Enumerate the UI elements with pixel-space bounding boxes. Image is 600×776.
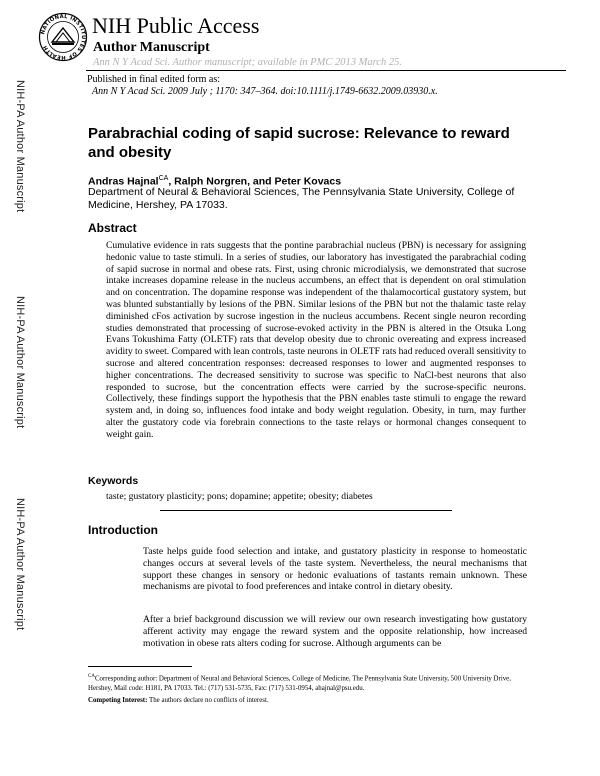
article-title: Parabrachial coding of sapid sucrose: Relevance to reward and obesity bbox=[88, 125, 510, 161]
keywords-text: taste; gustatory plasticity; pons; dopamine; appetite; obesity; diabetes bbox=[106, 491, 373, 502]
introduction-heading: Introduction bbox=[88, 523, 158, 537]
keywords-rule bbox=[160, 510, 452, 511]
side-label: NIH-PA Author Manuscript bbox=[14, 80, 26, 213]
corresponding-mark: CA bbox=[158, 175, 169, 182]
footnote-rule bbox=[88, 666, 192, 667]
corresponding-mark: CA bbox=[88, 674, 95, 679]
svg-text:NATIONAL INSTITUTES OF HEALTH: NATIONAL INSTITUTES OF HEALTH bbox=[40, 13, 87, 61]
availability-status: Ann N Y Acad Sci. Author manuscript; available in PMC 2013 March 25. bbox=[93, 57, 402, 68]
side-label: NIH-PA Author Manuscript bbox=[14, 296, 26, 429]
corresponding-author-footnote bbox=[88, 672, 528, 693]
competing-interest-label: Competing Interest: bbox=[88, 697, 148, 704]
corresponding-author-text: Corresponding author: Department of Neural and Behavioral Sciences, College of Medicine, The Pennsylvania State University, 500 University Drive, Hershey, Mail code: H181, PA 17033. Tel.: (717) 531-5735, Fax: (717) 531-0954, ahajnal@psu.edu. bbox=[88, 675, 511, 692]
keywords-heading: Keywords bbox=[88, 475, 139, 487]
published-note: Published in final edited form as: bbox=[87, 74, 221, 85]
affiliation: Department of Neural & Behavioral Sciences, The Pennsylvania State University, College of Medicine, Hershey, PA 17033. bbox=[88, 186, 515, 211]
introduction-paragraph: Taste helps guide food selection and intake, and gustatory plasticity in response to homeostatic changes occurs at several levels of the taste system. Nevertheless, the neural mechanisms that support these changes in sensory or hedonic evaluations of tastants remain unknown. These mechanisms are pivotal to food preferences and intake control in dietary obesity. bbox=[143, 546, 527, 593]
author-manuscript-subtitle: Author Manuscript bbox=[93, 40, 210, 55]
header-rule bbox=[86, 70, 566, 71]
author-name: Andras Hajnal bbox=[88, 175, 159, 188]
side-label: NIH-PA Author Manuscript bbox=[14, 498, 26, 631]
abstract-heading: Abstract bbox=[88, 221, 137, 235]
nih-seal-logo bbox=[38, 12, 88, 62]
citation-line bbox=[92, 86, 438, 98]
author-names-rest: , Ralph Norgren, and Peter Kovacs bbox=[168, 175, 342, 188]
abstract-text: Cumulative evidence in rats suggests that the pontine parabrachial nucleus (PBN) is necessary for assigning hedonic value to taste stimuli. In a series of studies, our laboratory has investigated the parabrachial coding of sapid sucrose in normal and obese rats. First, using chronic microdialysis, we demonstrated that sucrose intake increases dopamine release in the nucleus accumbens, an effect that is dependent on oral stimulation and on concentration. The dopamine response was independent of the thalamocortical gustatory system, but was blunted substantially by lesions of the PBN. Similar lesions of the PBN but not the thalamic taste relay diminished cFos activation by sucrose ingestion in the nucleus accumbens. Recent single neuron recording studies demonstrated that processing of sucrose-evoked activity in the PBN is altered in the Otsuka Long Evans Tokushima Fatty (OLETF) rats that develop obesity due to chronic overeating and express increased avidity to sweet. Compared with lean controls, taste neurons in OLETF rats had reduced overall sensitivity to sucrose and altered concentration responses: decreased responses to lower and augmented responses to higher concentrations. The decreased sensitivity to sucrose was specific to NaCl-best neurons that also responded to sucrose, but the concentration effects were carried by the sucrose-specific neurons. Collectively, these findings support the hypothesis that the PBN enables taste stimuli to engage the reward system and, in doing so, influences food intake and body weight regulation. Obesity, in turn, may further alter the gustatory code via forebrain connections to the taste relays or hormonal changes consequent to weight gain. bbox=[106, 240, 526, 440]
citation-text: Ann N Y Acad Sci. 2009 July ; 1170: 347–364. doi:10.1111/j.1749-6632.2009.03930.x. bbox=[92, 86, 438, 97]
competing-interest-text: The authors declare no conflicts of interest. bbox=[147, 697, 269, 704]
nih-public-access-title: NIH Public Access bbox=[92, 13, 260, 38]
introduction-paragraph: After a brief background discussion we will review our own research investigating how gustatory afferent activity may engage the reward system and the opposite relationship, how increased motivation in obese rats alters coding for sucrose. Although arguments can be bbox=[143, 614, 527, 649]
competing-interest-footnote bbox=[88, 696, 269, 705]
